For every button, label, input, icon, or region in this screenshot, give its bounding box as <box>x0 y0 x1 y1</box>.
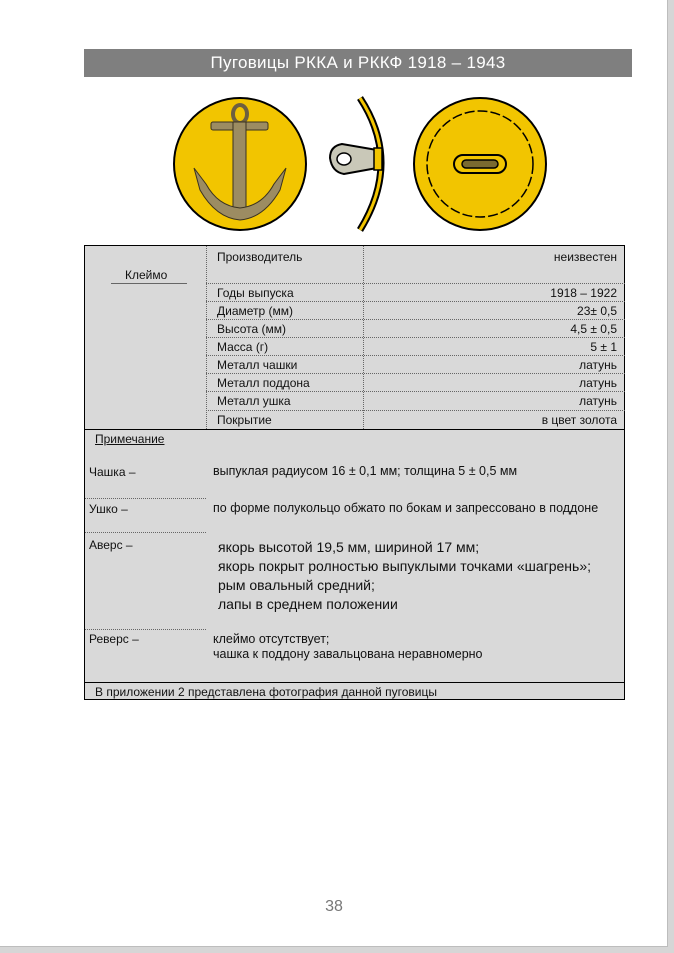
shank-label: Ушко – <box>89 502 128 516</box>
spec-label: Металл ушка <box>217 394 291 408</box>
button-reverse-image <box>414 98 546 230</box>
spec-value: латунь <box>579 376 617 390</box>
spec-label: Покрытие <box>217 413 272 427</box>
reverse-label: Реверс – <box>89 632 139 646</box>
spec-label: Высота (мм) <box>217 322 287 336</box>
obverse-line: якорь высотой 19,5 мм, шириной 17 мм; <box>218 539 480 555</box>
stamp-label: Клеймо <box>125 268 168 282</box>
spec-value: 23± 0,5 <box>577 304 617 318</box>
reverse-text <box>213 632 623 662</box>
shank-text: по форме полукольцо обжато по бокам и запрессовано в поддоне <box>213 501 599 515</box>
specs-table <box>84 245 625 700</box>
page-number: 38 <box>325 898 343 915</box>
spec-value: латунь <box>579 394 617 408</box>
spec-label: Производитель <box>217 250 303 264</box>
spec-value: в цвет золота <box>541 413 617 427</box>
spec-value: 5 ± 1 <box>590 340 617 354</box>
obverse-line: якорь покрыт ролностью выпуклыми точками «шагрень»; <box>218 558 592 574</box>
footer-note: В приложении 2 представлена фотография данной пуговицы <box>95 685 437 699</box>
spec-value: латунь <box>579 358 617 372</box>
reverse-line: чашка к поддону завальцована неравномерно <box>213 647 483 661</box>
obverse-text <box>218 538 623 614</box>
spec-value: неизвестен <box>553 250 617 264</box>
button-obverse-image <box>174 98 306 230</box>
obverse-line: лапы в среднем положении <box>218 596 398 612</box>
page-title: Пуговицы РККА и РККФ 1918 – 1943 <box>84 49 632 77</box>
spec-label: Диаметр (мм) <box>217 304 294 318</box>
cup-text: выпуклая радиусом 16 ± 0,1 мм; толщина 5 ± 0,5 мм <box>213 464 518 478</box>
spec-label: Металл поддона <box>217 376 310 390</box>
notes-heading: Примечание <box>95 432 165 446</box>
reverse-line: клеймо отсутствует; <box>213 632 330 646</box>
obverse-line: рым овальный средний; <box>218 577 375 593</box>
spec-label: Годы выпуска <box>217 286 294 300</box>
button-images <box>170 92 550 237</box>
spec-value: 4,5 ± 0,5 <box>570 322 617 336</box>
spec-label: Масса (г) <box>217 340 269 354</box>
spec-label: Металл чашки <box>217 358 298 372</box>
cup-label: Чашка – <box>89 465 136 479</box>
obverse-label: Аверс – <box>89 538 133 552</box>
button-side-image <box>330 98 382 230</box>
spec-value: 1918 – 1922 <box>550 286 617 300</box>
